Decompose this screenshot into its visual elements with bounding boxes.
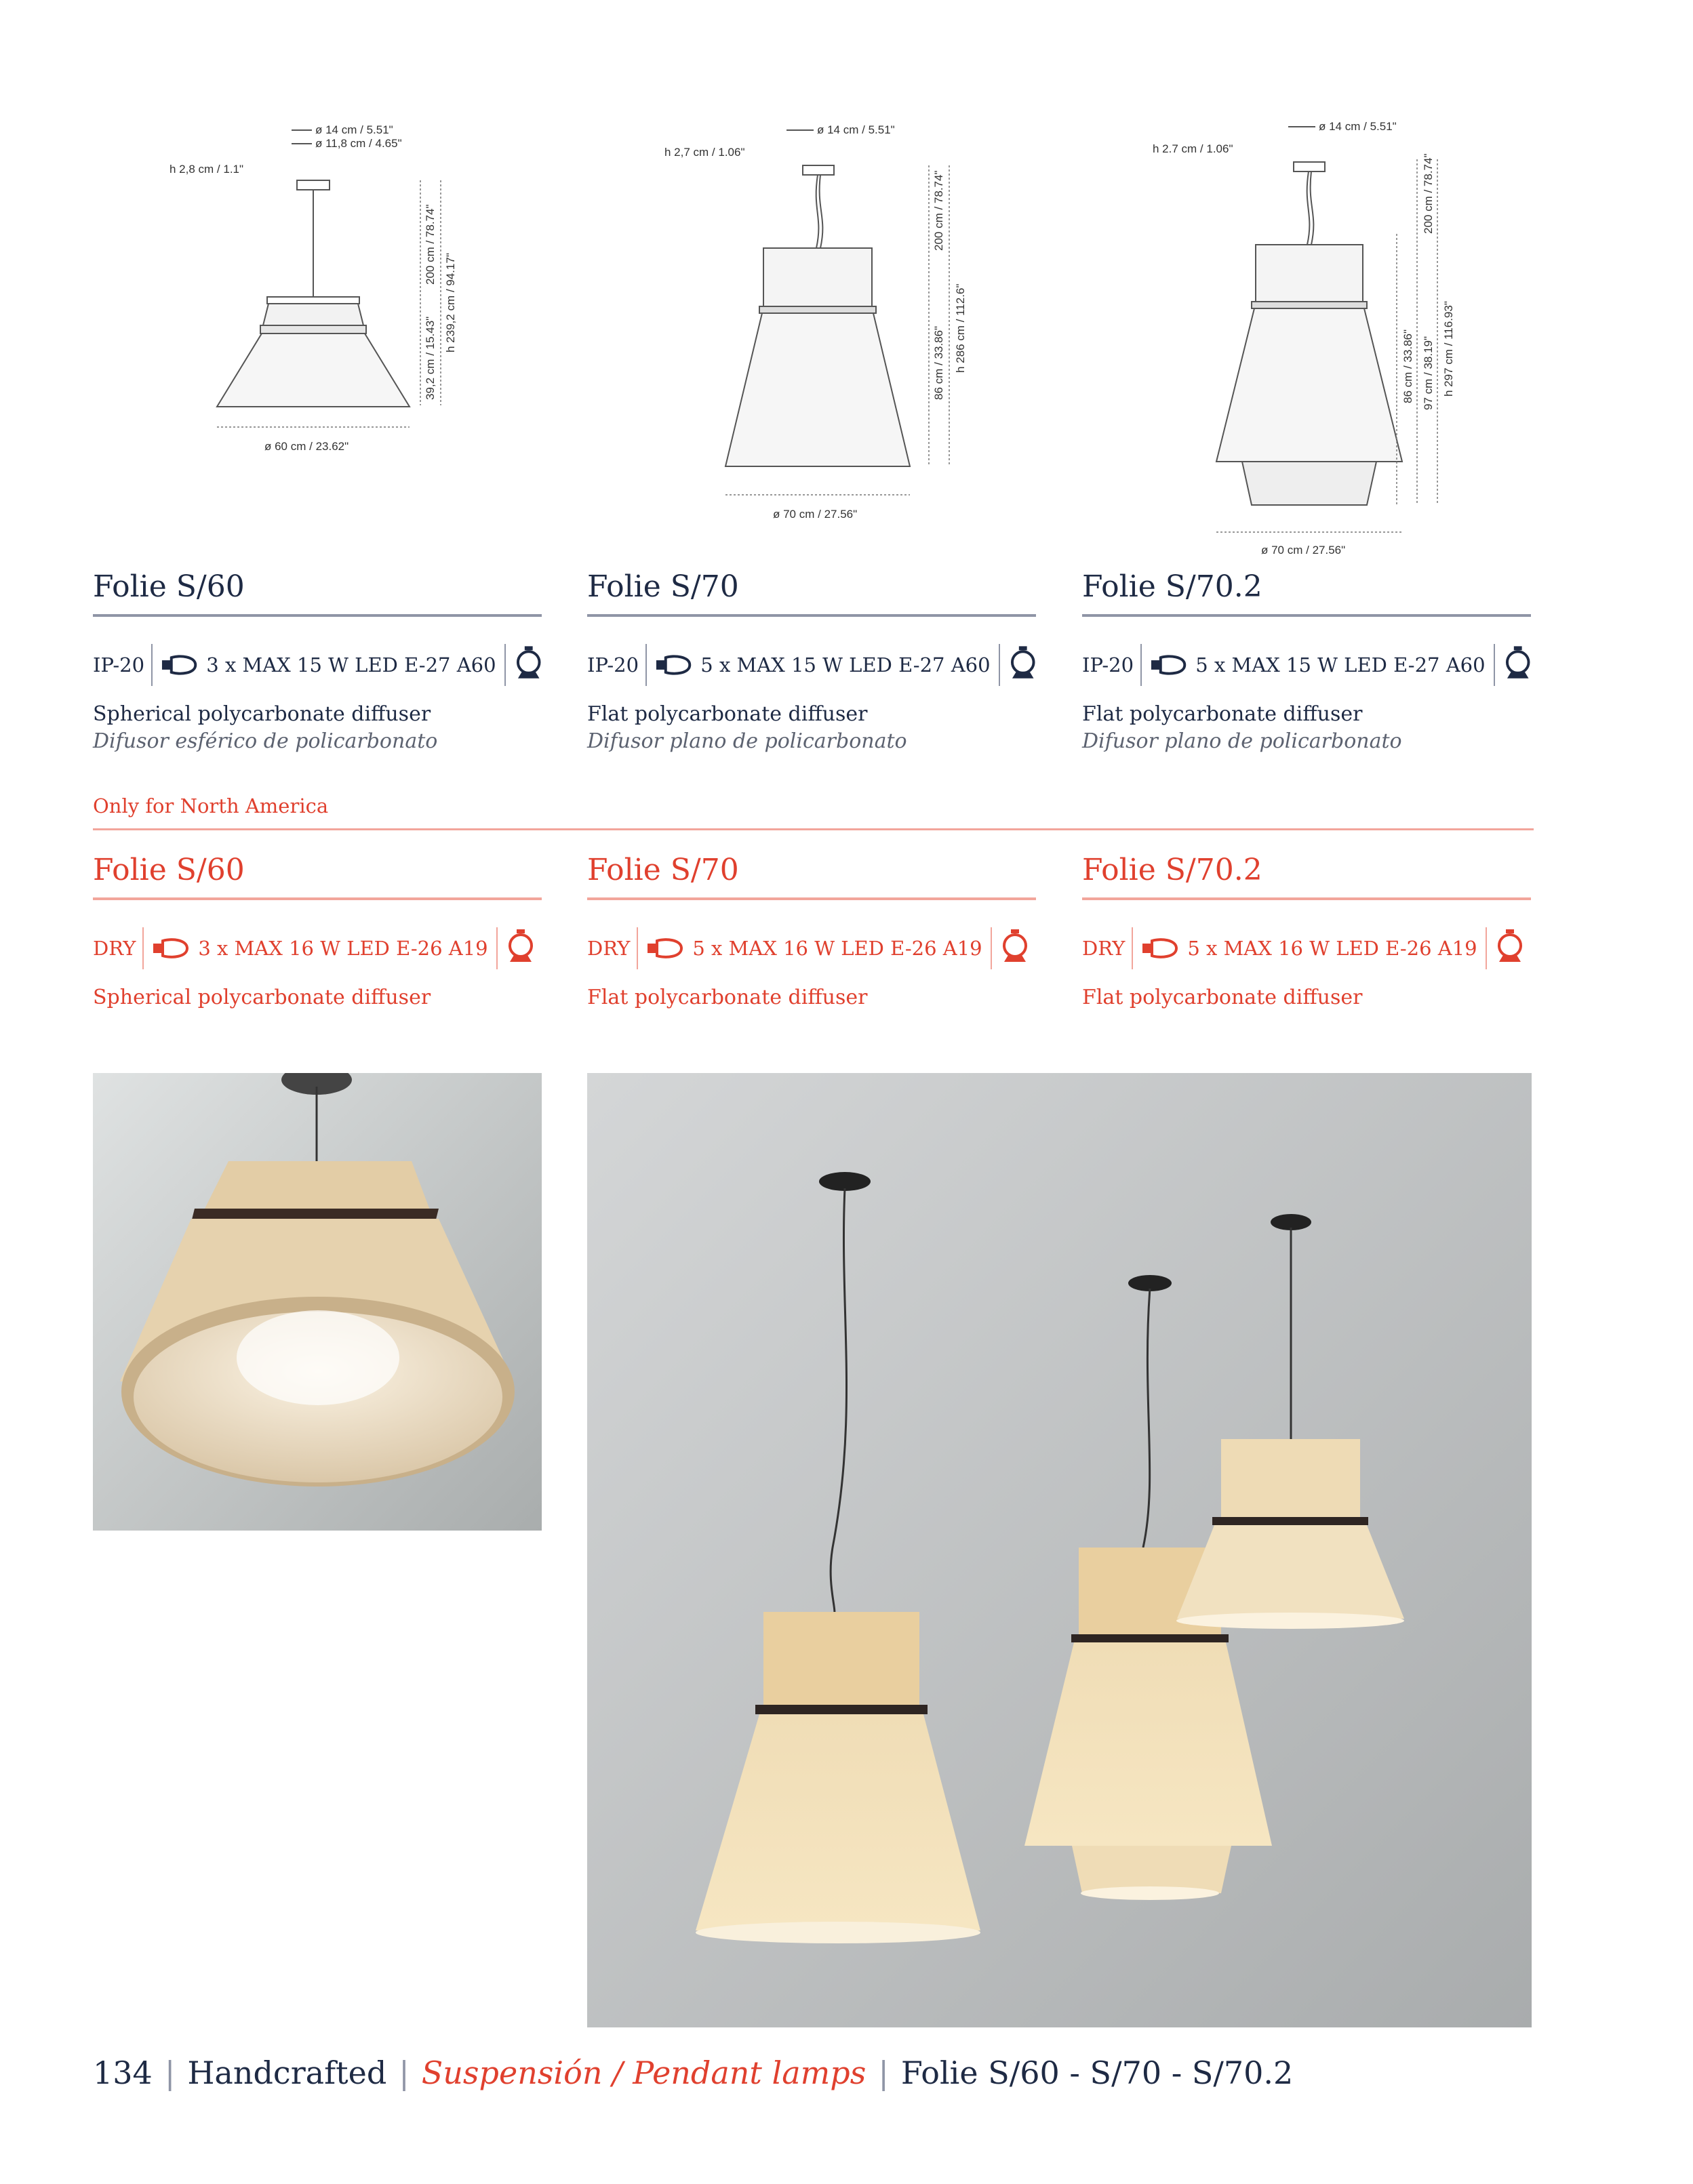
product-title: Folie S/60 [93,853,245,887]
na-product-folie-s60 [93,851,542,1011]
divider [1082,897,1531,900]
dim-text: ø 60 cm / 23.62" [264,440,349,453]
bulb-icon [1140,937,1179,960]
bulb-icon [151,937,190,960]
divider [999,644,1000,686]
divider [1132,927,1133,969]
dim-text: ø 70 cm / 27.56" [1261,544,1346,557]
dim-text: ø 14 cm / 5.51" [1319,120,1397,133]
driver-icon [1001,928,1029,969]
bulb-icon [645,937,684,960]
divider [1494,644,1495,686]
bulb-icon [654,653,692,676]
description-en: Flat polycarbonate diffuser [1082,702,1363,726]
dim-text: ø 70 cm / 27.56" [773,508,858,521]
driver-icon [1496,928,1523,969]
drawing-folie-s70-2 [1146,112,1526,559]
driver-icon [1010,645,1036,685]
na-product-folie-s70 [587,851,1036,1011]
driver-icon [507,928,534,969]
spec-row [587,640,1036,690]
spec-row [93,640,542,690]
product-title: Folie S/70.2 [1082,853,1262,887]
dry-rating: DRY [93,937,136,960]
north-america-label: Only for North America [93,794,329,817]
separator: | [164,2055,176,2091]
divider [1140,644,1142,686]
collection-name: Handcrafted [187,2055,387,2091]
divider [142,927,144,969]
dim-text: 200 cm / 78.74" [1422,153,1435,234]
divider [991,927,992,969]
product-title: Folie S/60 [93,569,245,604]
description-en: Flat polycarbonate diffuser [587,986,868,1009]
category-name: Suspensión / Pendant lamps [421,2055,867,2091]
spec-row [1082,640,1531,690]
dim-text: h 2.7 cm / 1.06" [1153,142,1233,155]
dim-text: h 286 cm / 112.6" [954,283,967,373]
ip-rating: IP-20 [587,653,639,676]
photo-folie-family [587,1073,1532,2027]
product-folie-s70-2 [1082,568,1531,755]
spec-row [93,923,542,973]
divider [587,897,1036,900]
lamp-spec: 5 x MAX 16 W LED E-26 A19 [1187,937,1477,960]
separator: | [399,2055,410,2091]
page-number: 134 [93,2055,153,2091]
description-en: Flat polycarbonate diffuser [587,702,868,726]
bulb-icon [1149,653,1187,676]
dim-text: 39,2 cm / 15.43" [424,316,437,400]
na-product-folie-s70-2 [1082,851,1531,1011]
dry-rating: DRY [587,937,631,960]
dim-text: ø 14 cm / 5.51" [315,123,393,136]
page-footer [93,2054,1293,2092]
dim-text: 86 cm / 33.86" [1401,329,1414,403]
divider [93,897,542,900]
dim-text: 200 cm / 78.74" [424,204,437,285]
dim-text: h 239,2 cm / 94.17" [444,253,457,352]
dim-text: ø 11,8 cm / 4.65" [315,137,402,150]
lamp-spec: 3 x MAX 15 W LED E-27 A60 [206,653,496,676]
product-title: Folie S/70.2 [1082,569,1262,604]
description-en: Spherical polycarbonate diffuser [93,986,431,1009]
dim-text: h 297 cm / 116.93" [1442,301,1455,397]
lamp-spec: 5 x MAX 15 W LED E-27 A60 [700,653,991,676]
bulb-icon [159,653,198,676]
dry-rating: DRY [1082,937,1126,960]
driver-icon [515,645,542,685]
description-es: Difusor plano de policarbonato [587,729,907,753]
dim-text: 97 cm / 38.19" [1422,336,1435,410]
divider [93,614,542,617]
divider [504,644,506,686]
description-en: Flat polycarbonate diffuser [1082,986,1363,1009]
divider [645,644,647,686]
driver-icon [1505,645,1531,685]
drawing-folie-s70 [651,115,1031,535]
product-title: Folie S/70 [587,853,739,887]
description-es: Difusor esférico de policarbonato [93,729,438,753]
description-en: Spherical polycarbonate diffuser [93,702,431,726]
separator: | [878,2055,889,2091]
divider [587,614,1036,617]
dim-text: ø 14 cm / 5.51" [817,123,895,136]
lamp-spec: 5 x MAX 16 W LED E-26 A19 [692,937,982,960]
divider [496,927,498,969]
product-folie-s70 [587,568,1036,755]
dim-text: 200 cm / 78.74" [932,170,945,251]
dim-text: h 2,7 cm / 1.06" [664,146,745,159]
lamp-spec: 5 x MAX 15 W LED E-27 A60 [1195,653,1486,676]
ip-rating: IP-20 [93,653,145,676]
photo-folie-s60-underside [93,1073,542,1531]
drawing-folie-s60 [136,115,515,481]
ip-rating: IP-20 [1082,653,1134,676]
spec-row [1082,923,1531,973]
product-title: Folie S/70 [587,569,739,604]
model-names: Folie S/60 - S/70 - S/70.2 [900,2055,1294,2091]
divider [1082,614,1531,617]
divider [93,828,1534,830]
divider [1486,927,1487,969]
lamp-spec: 3 x MAX 16 W LED E-26 A19 [198,937,488,960]
divider [637,927,638,969]
spec-row [587,923,1036,973]
dim-text: h 2,8 cm / 1.1" [170,163,244,176]
dim-text: 86 cm / 33.86" [932,325,945,400]
description-es: Difusor plano de policarbonato [1082,729,1402,753]
product-folie-s60 [93,568,542,755]
divider [151,644,153,686]
